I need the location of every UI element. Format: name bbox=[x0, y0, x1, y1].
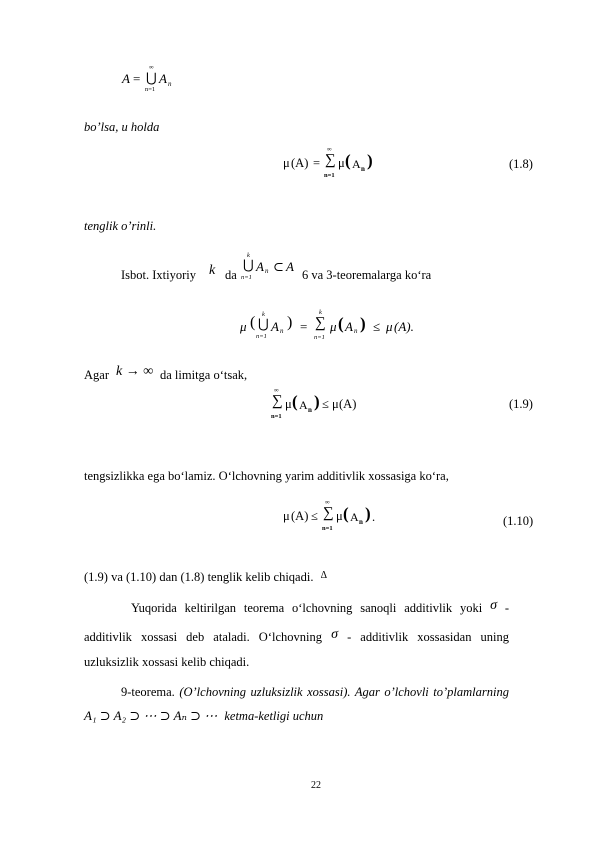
eq19-le: ≤ bbox=[322, 397, 329, 411]
proof-union-symbol: ⋃ bbox=[243, 257, 254, 272]
page-number: 22 bbox=[311, 780, 321, 791]
proof-da: da bbox=[225, 268, 237, 282]
ineq-term-sub-2: n bbox=[354, 327, 358, 335]
sum-upper-limit: ∞ bbox=[327, 146, 332, 153]
sum-lower-limit: n=1 bbox=[324, 172, 335, 179]
theorem-9-title: (O’lchovning uzluksizlik xossasi). Agar o’lchovli to’plamlarning bbox=[179, 685, 509, 699]
ineq-mu: μ bbox=[240, 319, 247, 334]
para-sigma-1: σ bbox=[490, 598, 497, 613]
text-tengsizlikka: tengsizlikka ega bo‘lamiz. O‘lchovning yarim additivlik xossasiga ko‘ra, bbox=[84, 469, 449, 483]
ineq-le: ≤ bbox=[373, 319, 381, 334]
ineq-equals: = bbox=[300, 319, 308, 334]
ineq-open-paren-2: ( bbox=[338, 314, 344, 333]
para-line-1-dash: - bbox=[504, 601, 510, 615]
ineq-open-paren: ( bbox=[250, 314, 256, 331]
ineq-sum-symbol: ∑ bbox=[315, 315, 326, 331]
theorem-9-label: 9-teorema. bbox=[121, 685, 175, 699]
formula-equals: = bbox=[133, 71, 141, 86]
theorem-9-chain: A₁ ⊃ A₂ ⊃ ⋯ ⊃ Aₙ ⊃ ⋯ bbox=[84, 708, 218, 723]
para-line-1 bbox=[84, 598, 510, 617]
ineq-sum-upper: k bbox=[319, 309, 322, 316]
eq110-lhs: (A) bbox=[291, 509, 309, 523]
open-paren: ( bbox=[345, 151, 351, 170]
para-sigma-2: σ bbox=[331, 627, 338, 642]
text-tenglik-orinli: tenglik o’rinli. bbox=[84, 219, 157, 233]
eq110-term-sub: n bbox=[359, 518, 363, 526]
eq110-mu: μ bbox=[283, 509, 290, 523]
eq19-open-paren: ( bbox=[292, 392, 298, 411]
limit-end: da limitga o‘tsak, bbox=[160, 368, 248, 382]
para-line-2-text-a: additivlik xossasi deb ataladi. O‘lchovning bbox=[84, 630, 322, 644]
eq19-term: A bbox=[299, 398, 308, 412]
equation-1-9 bbox=[271, 385, 391, 427]
eq19-term-sub: n bbox=[308, 406, 312, 414]
ineq-term-sub: n bbox=[280, 327, 284, 335]
proof-k: k bbox=[209, 263, 216, 278]
sum-symbol: ∑ bbox=[325, 152, 336, 168]
eq-lhs: (A) bbox=[291, 156, 309, 170]
theorem-9-line-1 bbox=[121, 685, 509, 700]
text-conclusion bbox=[84, 570, 327, 585]
proof-subset: ⊂ bbox=[273, 259, 284, 274]
ineq-rhs: (A). bbox=[394, 319, 414, 334]
proof-set: A bbox=[286, 259, 294, 274]
union-term: A bbox=[159, 71, 167, 86]
ineq-mu-2: μ bbox=[330, 319, 337, 334]
ineq-union-lower: n=1 bbox=[256, 333, 267, 340]
term-subscript: n bbox=[361, 165, 365, 173]
mu-symbol-2: μ bbox=[338, 156, 345, 170]
ineq-term-2: A bbox=[345, 319, 353, 334]
ineq-mu-3: μ bbox=[386, 319, 393, 334]
eq110-term: A bbox=[350, 510, 359, 524]
ineq-term: A bbox=[271, 319, 279, 334]
eq19-sum-upper: ∞ bbox=[274, 387, 279, 394]
eq19-sum-lower: n=1 bbox=[271, 413, 282, 420]
eq19-sum-symbol: ∑ bbox=[272, 393, 283, 409]
close-paren: ) bbox=[367, 151, 373, 170]
equation-1-10 bbox=[283, 497, 403, 539]
para-line-2 bbox=[84, 627, 509, 646]
proof-term: A bbox=[256, 259, 264, 274]
para-line-2-text-b: - additivlik xossasidan uning bbox=[347, 630, 509, 644]
proof-start: Isbot. Ixtiyoriy bbox=[121, 268, 196, 282]
union-symbol: ⋃ bbox=[146, 70, 157, 85]
ineq-sum-lower: n=1 bbox=[314, 334, 325, 341]
eq110-sum-lower: n=1 bbox=[322, 525, 333, 532]
union-upper-limit: ∞ bbox=[149, 64, 154, 71]
proof-end: 6 va 3-teoremalarga ko‘ra bbox=[302, 268, 432, 282]
equation-number-1-8: (1.8) bbox=[509, 157, 533, 171]
ineq-union-symbol: ⋃ bbox=[258, 316, 269, 331]
ineq-close-paren-2: ) bbox=[360, 314, 366, 333]
equation-number-1-9: (1.9) bbox=[509, 397, 533, 411]
eq110-period: . bbox=[372, 510, 376, 524]
conclusion-text: (1.9) va (1.10) dan (1.8) tenglik kelib chiqadi. bbox=[84, 570, 314, 584]
equation-1-8 bbox=[283, 144, 423, 186]
qed-symbol: Δ bbox=[320, 570, 328, 581]
proof-term-sub: n bbox=[265, 267, 269, 275]
proof-union-lower: n=1 bbox=[241, 274, 252, 281]
ineq-close-paren: ) bbox=[287, 314, 293, 331]
theorem-9-line-2 bbox=[84, 708, 323, 724]
eq110-sum-symbol: ∑ bbox=[323, 505, 334, 521]
eq-equals: = bbox=[313, 156, 321, 170]
proof-inequality bbox=[240, 308, 450, 348]
mu-symbol: μ bbox=[283, 156, 290, 170]
eq110-mu-2: μ bbox=[336, 509, 343, 523]
union-term-subscript: n bbox=[168, 80, 172, 88]
term-a: A bbox=[352, 157, 361, 171]
formula-lhs: A bbox=[122, 71, 130, 86]
eq110-close-paren: ) bbox=[365, 504, 371, 523]
text-bolsa: bo’lsa, u holda bbox=[84, 120, 160, 134]
eq110-le: ≤ bbox=[311, 509, 318, 523]
eq19-close-paren: ) bbox=[314, 392, 320, 411]
theorem-9-end: ketma-ketligi uchun bbox=[224, 709, 324, 723]
eq19-mu: μ bbox=[285, 397, 292, 411]
limit-line bbox=[84, 364, 384, 384]
para-line-3: uzluksizlik xossasi kelib chiqadi. bbox=[84, 655, 250, 669]
proof-union-upper: k bbox=[247, 252, 250, 259]
limit-start: Agar bbox=[84, 368, 109, 382]
eq19-mu-2: μ bbox=[332, 397, 339, 411]
limit-expr: k → ∞ bbox=[116, 364, 154, 379]
equation-number-1-10: (1.10) bbox=[503, 514, 534, 528]
proof-line bbox=[121, 252, 501, 292]
formula-union bbox=[122, 62, 202, 102]
union-lower-limit: n=1 bbox=[145, 86, 156, 93]
eq19-rhs: (A) bbox=[339, 397, 357, 411]
eq110-sum-upper: ∞ bbox=[325, 499, 330, 506]
para-line-1-text: Yuqorida keltirilgan teorema o‘lchovning sanoqli additivlik yoki bbox=[131, 601, 483, 615]
eq110-open-paren: ( bbox=[343, 504, 349, 523]
ineq-union-upper: k bbox=[262, 311, 265, 318]
